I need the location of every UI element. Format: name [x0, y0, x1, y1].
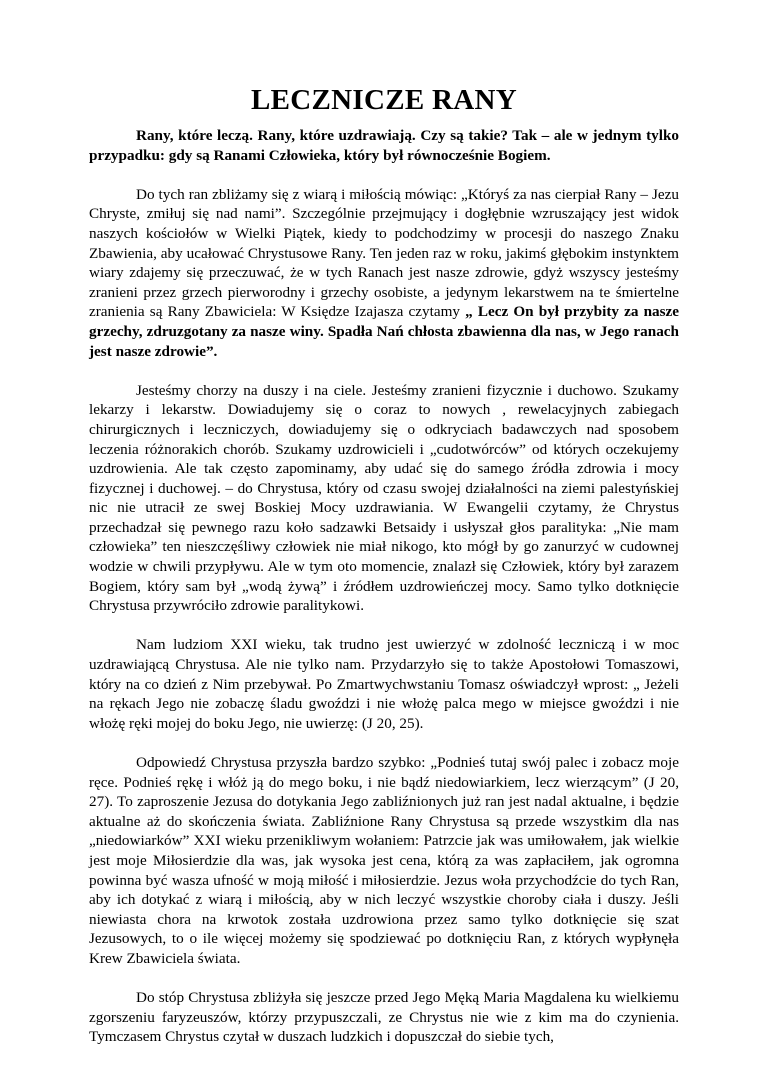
isaiah-quote: „ Lecz On był przybity za nasze grzechy, zdruzgotany za nasze winy. Spadła Nań chłosta zbawienna dla nas, w Jego ranach jest nasze zdrowie”.: [89, 303, 680, 360]
document-page: [89, 82, 679, 1067]
document-title: LECZNICZE RANY: [250, 84, 518, 116]
paragraph-1: [89, 185, 679, 361]
lead-paragraph: Rany, które leczą. Rany, które uzdrawiają. Czy są takie? Tak – ale w jednym tylko przypadku: gdy są Ranami Człowieka, który był równocześnie Bogiem.: [89, 127, 679, 164]
paragraph-1-text: Do tych ran zbliżamy się z wiarą i miłością mówiąc: „Któryś za nas cierpiał Rany – Jezu Chryste, zmiłuj się nad nami”. Szczególnie przejmujący i dogłębnie wzruszający jest widok naszych kościołów w Wielki Piątek, kiedy to podchodzimy w procesji do naszego Znaku Zbawienia, aby ucałować Chrystusowe Rany. Ten jeden raz w roku, jakimś głębokim instynktem wiary zdajemy się przeczuwać, że w tych Ranach jest nasze zdrowie, gdyż wszyscy jesteśmy zranieni przez grzech pierworodny i grzechy osobiste, a jedynym lekarstwem na te śmiertelne zranienia są Rany Zbawiciela: W Księdze Izajasza czytamy: [89, 185, 679, 321]
paragraph-3: Nam ludziom XXI wieku, tak trudno jest uwierzyć w zdolność leczniczą i w moc uzdrawiającą Chrystusa. Ale nie tylko nam. Przydarzyło się to także Apostołowi Tomaszowi, który na co dzień z Nim przebywał. Po Zmartwychwstaniu Tomasz oświadczył wprost: „ Jeżeli na rękach Jego nie zobaczę śladu gwoździ i nie włożę palca mego w miejsce gwoździ i nie włożę ręki mojej do boku Jego, nie uwierzę: (J 20, 25).: [89, 636, 679, 732]
paragraph-5: Do stóp Chrystusa zbliżyła się jeszcze przed Jego Męką Maria Magdalena ku wielkiemu zgorszeniu faryzeuszów, którzy przypuszczali, ze Chrystus nie wie z kim ma do czynienia. Tymczasem Chrystus czytał w duszach ludzkich i dopuszczał do siebie tych,: [89, 989, 679, 1046]
paragraph-2: Jesteśmy chorzy na duszy i na ciele. Jesteśmy zranieni fizycznie i duchowo. Szukamy lekarzy i lekarstw. Dowiadujemy się o coraz to nowych , rewelacyjnych zabiegach chirurgicznych i leczniczych, dowiadujemy się o odkryciach badawczych nad sposobem leczenia różnorakich chorób. Szukamy uzdrowicieli i „cudotwórców” od których oczekujemy uzdrowienia. Ale tak często zapominamy, aby udać się do samego źródła zdrowia i mocy fizycznej i duchowej. – do Chrystusa, który od czasu swojej działalności na ziemi palestyńskiej nic nie utracił ze swej Boskiej Mocy uzdrawiania. W Ewangelii czytamy, że Chrystus przechadzał się pewnego razu koło sadzawki Betsaidy i usłyszał głos paralityka: „Nie mam człowieka” ten nieszczęśliwy człowiek nie miał nikogo, kto mógł by go zanurzyć w cudownej wodzie w chwili przypływu. Ale w tym oto momencie, znalazł się Człowiek, który był zarazem Bogiem, który sam był „wodą żywą” i źródłem uzdrowieńczej mocy. Samo tylko dotknięcie Chrystusa przywróciło zdrowie paralitykowi.: [89, 381, 679, 615]
paragraph-4: Odpowiedź Chrystusa przyszła bardzo szybko: „Podnieś tutaj swój palec i zobacz moje ręce. Podnieś rękę i włóż ją do mego boku, i nie bądź niedowiarkiem, lecz wierzącym” (J 20, 27). To zaproszenie Jezusa do dotykania Jego zabliźnionych już ran jest nadal aktualne, i będzie aktualne aż do skończenia świata. Zabliźnione Rany Chrystusa są przede wszystkim dla nas „niedowiarków” XXI wieku przenikliwym wołaniem: Patrzcie jak was umiłowałem, jak wielkie jest moje Miłosierdzie dla was, jak wysoka jest cena, którą za was zapłaciłem, jak ogromna powinna być wasza ufność w moją miłość i miłosierdzie. Jezus woła przychodźcie do tych Ran, aby ich dotykać z wiarą i miłością, aby w nich leczyć wszystkie choroby ciała i duszy. Jeśli niewiasta chora na krwotok została uzdrowiona przez samo tylko dotknięcie się szat Jezusowych, to o ile więcej możemy się spodziewać po dotknięciu Ran, z których wypłynęła Krew Zbawiciela świata.: [89, 754, 679, 967]
